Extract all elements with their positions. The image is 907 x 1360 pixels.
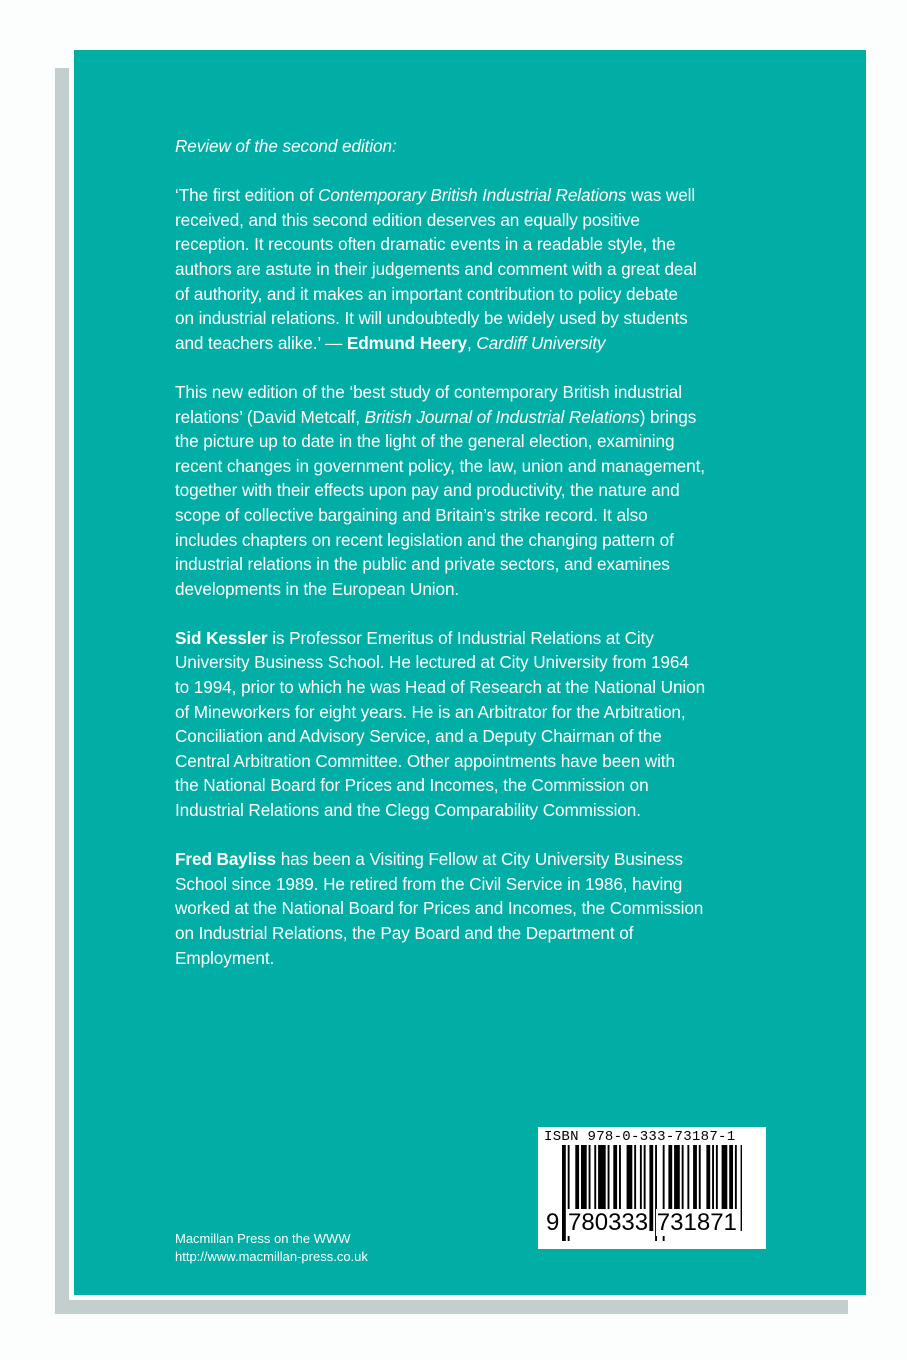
text-segment: Employment. xyxy=(175,947,275,968)
text-line xyxy=(175,331,705,356)
barcode-group-1: 780333 xyxy=(568,1209,649,1236)
text-segment: worked at the National Board for Prices and Incomes, the Commission xyxy=(175,898,704,919)
text-segment: Contemporary British Industrial Relations xyxy=(318,185,627,206)
text-line xyxy=(175,306,705,331)
text-segment: authors are astute in their judgements and comment with a great deal xyxy=(175,258,697,279)
text-line xyxy=(175,528,705,553)
text-line xyxy=(175,872,705,897)
text-segment: School since 1989. He retired from the Civil Service in 1986, having xyxy=(175,873,683,894)
text-segment: This new edition of the ‘best study of contemporary British industrial xyxy=(175,381,682,402)
barcode-digits xyxy=(545,1209,738,1237)
text-line xyxy=(175,724,705,749)
text-segment: on Industrial Relations, the Pay Board and the Department of xyxy=(175,923,634,943)
text-segment: and teachers alike.’ — xyxy=(175,332,347,353)
publisher-footer xyxy=(175,1230,368,1266)
text-segment: industrial relations in the public and private sectors, and examines xyxy=(175,554,670,575)
text-line xyxy=(175,478,705,503)
publisher-web-label: Macmillan Press on the WWW xyxy=(175,1231,351,1246)
barcode-group-2: 731871 xyxy=(656,1209,737,1236)
paragraph xyxy=(175,134,705,159)
text-segment: , xyxy=(467,332,477,353)
text-segment: Review of the second edition: xyxy=(175,136,397,156)
text-segment: reception. It recounts often dramatic events in a readable style, the xyxy=(175,234,676,255)
text-line xyxy=(175,380,705,405)
text-segment: ‘The first edition of xyxy=(175,185,319,206)
cover-text xyxy=(175,134,705,995)
text-line xyxy=(175,749,705,774)
text-line xyxy=(175,896,705,921)
page-shadow-left xyxy=(55,68,69,1314)
text-segment: Conciliation and Advisory Service, and a Deputy Chairman of the xyxy=(175,726,662,747)
text-segment: University Business School. He lectured at City University from 1964 xyxy=(175,652,689,673)
text-line xyxy=(175,650,705,675)
text-line xyxy=(175,429,705,454)
page-shadow-bottom xyxy=(55,1300,848,1314)
text-line xyxy=(175,183,705,208)
text-line xyxy=(175,552,705,577)
text-line xyxy=(175,946,705,971)
text-line xyxy=(175,257,705,282)
text-line xyxy=(175,626,705,651)
text-segment: Industrial Relations and the Clegg Comparability Commission. xyxy=(175,800,641,821)
text-line xyxy=(175,232,705,257)
text-segment: of Mineworkers for eight years. He is an Arbitrator for the Arbitration, xyxy=(175,701,686,722)
text-segment: ) brings xyxy=(639,406,697,427)
text-line xyxy=(175,503,705,528)
text-line xyxy=(175,847,705,872)
text-line xyxy=(175,208,705,233)
text-segment: includes chapters on recent legislation and the changing pattern of xyxy=(175,529,674,550)
paragraph xyxy=(175,183,705,355)
text-segment: scope of collective bargaining and Britain’s strike record. It also xyxy=(175,504,648,525)
text-segment: the picture up to date in the light of the general election, examining xyxy=(175,431,675,452)
text-line xyxy=(175,700,705,725)
text-segment: to 1994, prior to which he was Head of Research at the National Union xyxy=(175,677,706,698)
text-segment: together with their effects upon pay and productivity, the nature and xyxy=(175,480,680,501)
text-segment: has been a Visiting Fellow at City University Business xyxy=(276,849,683,870)
text-segment: Cardiff University xyxy=(476,332,606,353)
text-segment: Edmund Heery xyxy=(346,332,468,353)
text-line xyxy=(175,921,705,946)
back-cover xyxy=(74,50,866,1295)
paragraph xyxy=(175,847,705,970)
text-segment: developments in the European Union. xyxy=(175,578,460,599)
text-segment: the National Board for Prices and Incomes, the Commission on xyxy=(175,775,649,796)
text-segment: Fred Bayliss xyxy=(175,849,277,870)
text-segment: Central Arbitration Committee. Other appointments have been with xyxy=(175,750,675,771)
paragraph xyxy=(175,626,705,823)
barcode-bar xyxy=(741,1145,742,1231)
text-segment: Sid Kessler xyxy=(175,627,268,648)
text-line xyxy=(175,454,705,479)
text-line xyxy=(175,675,705,700)
barcode-first-digit: 9 xyxy=(546,1209,560,1236)
text-line xyxy=(175,577,705,602)
paragraph xyxy=(175,380,705,601)
text-segment: British Journal of Industrial Relations xyxy=(364,406,640,427)
text-line xyxy=(175,798,705,823)
text-line xyxy=(175,773,705,798)
isbn-text: ISBN 978-0-333-73187-1 xyxy=(544,1129,736,1145)
text-segment: received, and this second edition deserves an equally positive xyxy=(175,209,640,230)
text-segment: is Professor Emeritus of Industrial Relations at City xyxy=(267,627,654,648)
publisher-url: http://www.macmillan-press.co.uk xyxy=(175,1249,368,1264)
text-segment: relations’ (David Metcalf, xyxy=(175,406,365,427)
text-segment: of authority, and it makes an important contribution to policy debate xyxy=(175,283,678,304)
isbn-barcode xyxy=(538,1127,766,1249)
text-line xyxy=(175,405,705,430)
text-segment: recent changes in government policy, the law, union and management, xyxy=(175,455,705,476)
text-segment: on industrial relations. It will undoubtedly be widely used by students xyxy=(175,308,688,329)
text-segment: was well xyxy=(626,185,696,206)
text-line xyxy=(175,282,705,307)
text-line xyxy=(175,134,705,159)
